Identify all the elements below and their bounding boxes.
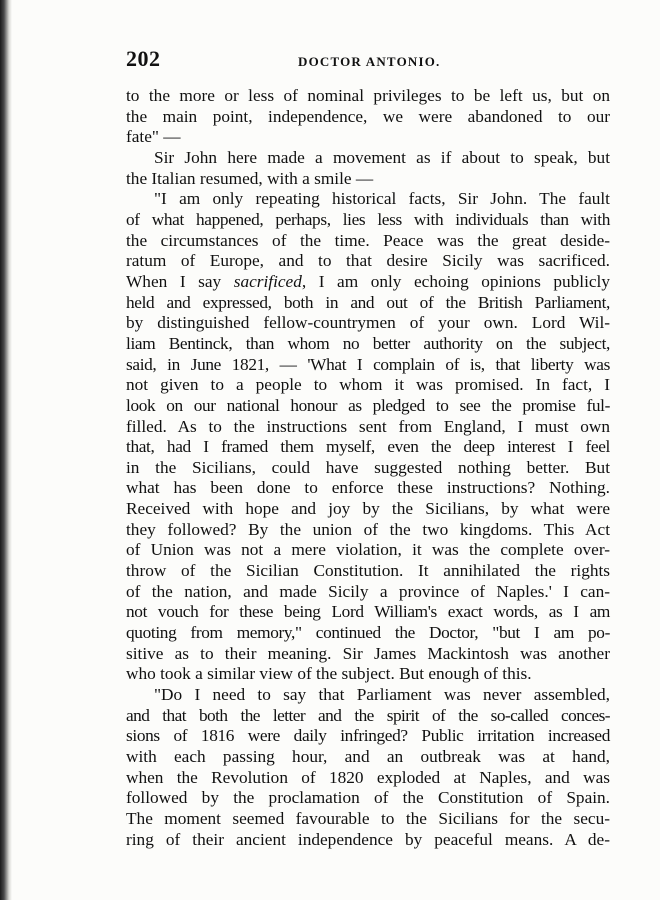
text-line: not given to a people to whom it was promised. In fact, I <box>126 375 610 395</box>
text-line: The moment seemed favourable to the Sicilians for the secu- <box>126 808 610 828</box>
running-head: DOCTOR ANTONIO. <box>298 54 441 69</box>
text-line: of Union was not a mere violation, it was the complete over- <box>126 540 610 560</box>
text-line: in the Sicilians, could have suggested nothing better. But <box>126 457 610 477</box>
text-line: of the nation, and made Sicily a province of Naples.' I can- <box>126 581 610 601</box>
text-line: quoting from memory," continued the Doctor, "but I am po- <box>126 623 610 643</box>
page-gutter-shadow <box>0 0 12 900</box>
body-text <box>126 86 610 850</box>
text-line: Sir John here made a movement as if about to speak, but <box>154 147 610 167</box>
text-segment: , I am only echoing opinions publicly <box>301 271 610 291</box>
text-line: what has been done to enforce these instructions? Nothing. <box>126 478 610 498</box>
text-line: the Italian resumed, with a smile — <box>126 168 374 188</box>
text-line-with-italic <box>126 272 610 293</box>
text-line: when the Revolution of 1820 exploded at Naples, and was <box>126 767 610 787</box>
text-line: said, in June 1821, — 'What I complain of is, that liberty was <box>126 354 610 374</box>
text-line: by distinguished fellow-countrymen of your own. Lord Wil- <box>126 313 610 333</box>
text-line: ring of their ancient independence by peaceful means. A de- <box>126 829 610 849</box>
text-line: they followed? By the union of the two kingdoms. This Act <box>126 519 610 539</box>
text-line: Received with hope and joy by the Sicilians, by what were <box>126 499 610 519</box>
text-line: held and expressed, both in and out of the British Parliament, <box>126 292 610 312</box>
text-line: look on our national honour as pledged to see the promise ful- <box>126 395 610 415</box>
text-line: with each passing hour, and an outbreak was at hand, <box>126 747 610 766</box>
text-line: the circumstances of the time. Peace was the great deside- <box>126 230 610 250</box>
text-line: of what happened, perhaps, lies less with individuals than with <box>126 209 610 229</box>
text-line: to the more or less of nominal privileges to be left us, but on <box>126 86 610 105</box>
text-line: the main point, independence, we were abandoned to our <box>126 106 610 126</box>
text-line: who took a similar view of the subject. But enough of this. <box>126 664 532 684</box>
text-line: "I am only repeating historical facts, Sir John. The fault <box>154 189 610 209</box>
text-segment: When I say <box>126 271 234 291</box>
text-line: and that both the letter and the spirit of the so-called conces- <box>126 705 610 725</box>
text-line: sitive as to their meaning. Sir James Mackintosh was another <box>126 643 610 663</box>
text-line: fate" — <box>126 127 181 147</box>
text-line: that, had I framed them myself, even the deep interest I feel <box>126 437 610 457</box>
text-line: not vouch for these being Lord William's exact words, as I am <box>126 602 610 622</box>
text-line: ratum of Europe, and to that desire Sicily was sacrificed. <box>126 251 610 271</box>
text-line: followed by the proclamation of the Constitution of Spain. <box>126 788 610 808</box>
italic-word: sacrificed <box>233 271 302 291</box>
text-line: filled. As to the instructions sent from England, I must own <box>126 416 610 436</box>
text-line: "Do I need to say that Parliament was never assembled, <box>154 685 610 705</box>
text-line: throw of the Sicilian Constitution. It annihilated the rights <box>126 561 610 581</box>
text-line: liam Bentinck, than whom no better authority on the subject, <box>126 333 610 353</box>
text-line: sions of 1816 were daily infringed? Public irritation increased <box>126 726 610 746</box>
page-number: 202 <box>126 46 161 71</box>
